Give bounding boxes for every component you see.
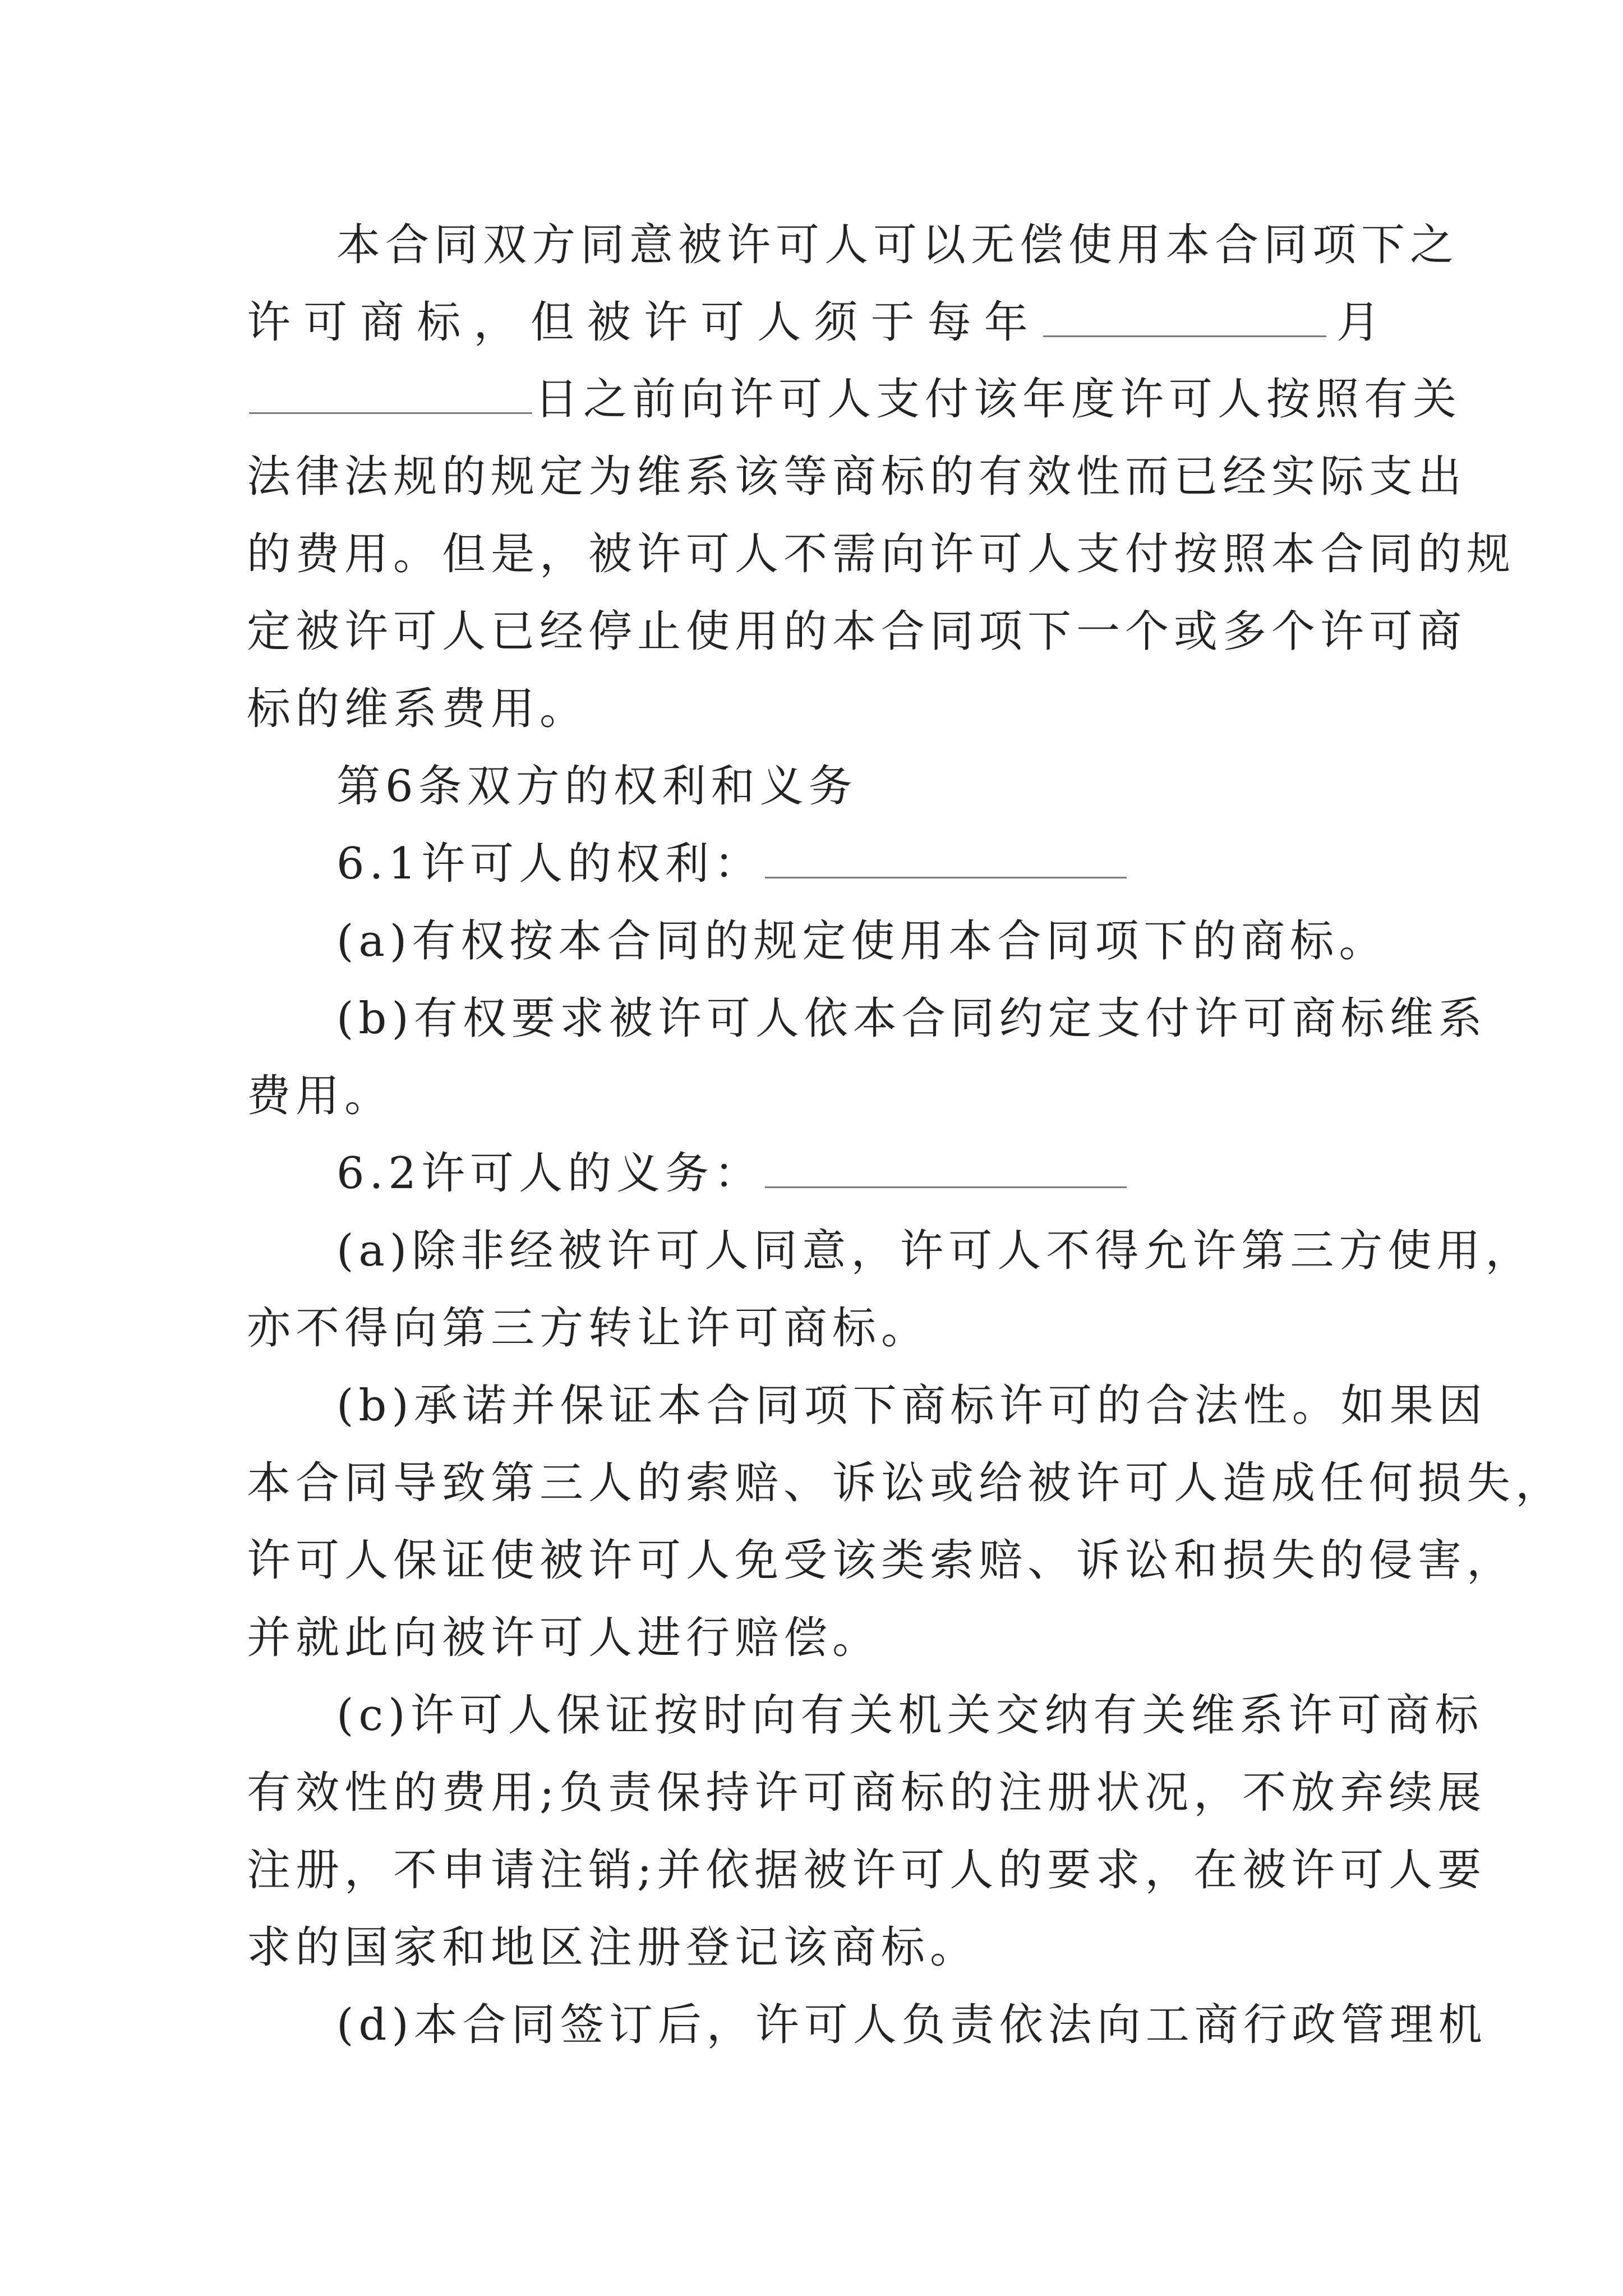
paragraph-line: 本合同导致第三人的索赔、诉讼或给被许可人造成任何损失， xyxy=(247,1458,1565,1508)
paragraph-line: 的费用。但是，被许可人不需向许可人支付按照本合同的规 xyxy=(247,529,1516,579)
subsection-heading xyxy=(336,822,1385,906)
list-item: (a)除非经被许可人同意，许可人不得允许第三方使用， xyxy=(336,1226,1534,1276)
line-text: 月 xyxy=(1328,297,1385,348)
list-item: (d)本合同签订后，许可人负责依法向工商行政管理机 xyxy=(336,2000,1487,2050)
paragraph-line: 法律法规的规定为维系该等商标的有效性而已经实际支出 xyxy=(247,452,1467,502)
paragraph-line: 并就此向被许可人进行赔偿。 xyxy=(247,1613,882,1663)
paragraph-line: 注册，不申请注销;并依据被许可人的要求，在被许可人要 xyxy=(247,1845,1487,1895)
paragraph-line xyxy=(247,280,1385,365)
list-item: (b)承诺并保证本合同项下商标许可的合法性。如果因 xyxy=(336,1381,1487,1431)
fill-in-blank[interactable] xyxy=(249,373,532,414)
line-text: 6.2许可人的义务： xyxy=(336,1148,763,1199)
paragraph-line: 费用。 xyxy=(247,1071,394,1121)
paragraph-line: 许可人保证使被许可人免受该类索赔、诉讼和损失的侵害， xyxy=(247,1535,1516,1586)
subsection-heading xyxy=(336,1131,1385,1216)
section-heading: 第6条双方的权利和义务 xyxy=(336,761,857,812)
fill-in-blank[interactable] xyxy=(1043,296,1326,337)
line-text: 许可商标，但被许可人须于每年 xyxy=(247,297,1041,348)
fill-in-blank[interactable] xyxy=(765,1147,1127,1188)
line-text: 6.1许可人的权利： xyxy=(336,839,763,889)
paragraph-line: 有效性的费用;负责保持许可商标的注册状况，不放弃续展 xyxy=(247,1768,1487,1818)
paragraph-line: 本合同双方同意被许可人可以无偿使用本合同项下之 xyxy=(336,220,1459,270)
paragraph-line: 亦不得向第三方转让许可商标。 xyxy=(247,1303,930,1354)
list-item: (c)许可人保证按时向有关机关交纳有关维系许可商标 xyxy=(336,1690,1484,1741)
paragraph-line: 求的国家和地区注册登记该商标。 xyxy=(247,1922,979,1973)
line-text: 日之前向许可人支付该年度许可人按照有关 xyxy=(534,374,1462,425)
list-item: (b)有权要求被许可人依本合同约定支付许可商标维系 xyxy=(336,993,1487,1044)
list-item: (a)有权按本合同的规定使用本合同项下的商标。 xyxy=(336,916,1388,967)
paragraph-line: 定被许可人已经停止使用的本合同项下一个或多个许可商 xyxy=(247,606,1467,657)
paragraph-line: 标的维系费用。 xyxy=(247,684,589,734)
paragraph-line xyxy=(247,357,1462,441)
fill-in-blank[interactable] xyxy=(765,838,1127,878)
